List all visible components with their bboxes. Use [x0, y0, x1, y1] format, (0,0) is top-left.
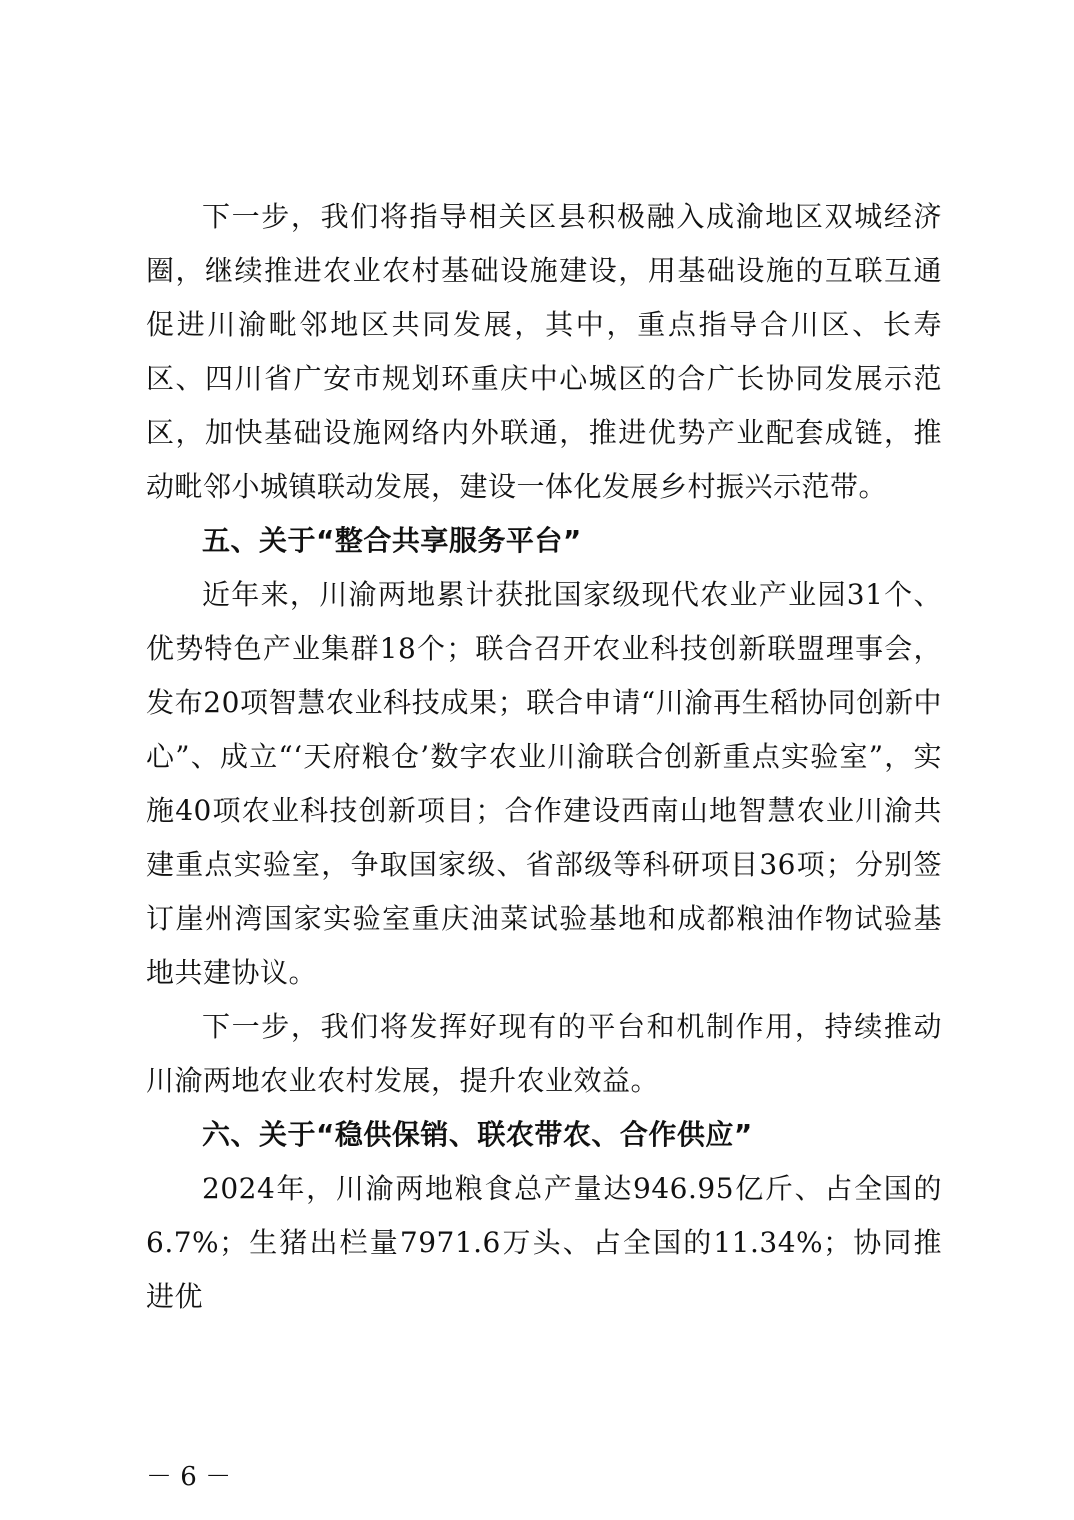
paragraph-next-step-platforms: 下一步，我们将发挥好现有的平台和机制作用，持续推动川渝两地农业农村发展，提升农业效益。 — [146, 1010, 942, 1097]
paragraph-grain-output: 2024年，川渝两地粮食总产量达946.95亿斤、占全国的6.7%；生猪出栏量7971.6万头、占全国的11.34%；协同推进优 — [146, 1172, 942, 1313]
section-heading-five: 五、关于“整合共享服务平台” — [202, 524, 582, 557]
section-heading-six: 六、关于“稳供保销、联农带农、合作供应” — [202, 1118, 753, 1151]
document-body — [146, 190, 942, 1324]
paragraph-next-step-infrastructure: 下一步，我们将指导相关区县积极融入成渝地区双城经济圈，继续推进农业农村基础设施建设，用基础设施的互联互通促进川渝毗邻地区共同发展，其中，重点指导合川区、长寿区、四川省广安市规划环重庆中心城区的合广长协同发展示范区，加快基础设施网络内外联通，推进优势产业配套成链，推动毗邻小城镇联动发展，建设一体化发展乡村振兴示范带。 — [146, 200, 942, 503]
page-number: － 6 － — [146, 1462, 232, 1492]
paragraph-platforms-achievements: 近年来，川渝两地累计获批国家级现代农业产业园31个、优势特色产业集群18个；联合召开农业科技创新联盟理事会，发布20项智慧农业科技成果；联合申请“川渝再生稻协同创新中心”、成立“‘天府粮仓’数字农业川渝联合创新重点实验室”，实施40项农业科技创新项目；合作建设西南山地智慧农业川渝共建重点实验室，争取国家级、省部级等科研项目36项；分别签订崖州湾国家实验室重庆油菜试验基地和成都粮油作物试验基地共建协议。 — [146, 578, 942, 989]
